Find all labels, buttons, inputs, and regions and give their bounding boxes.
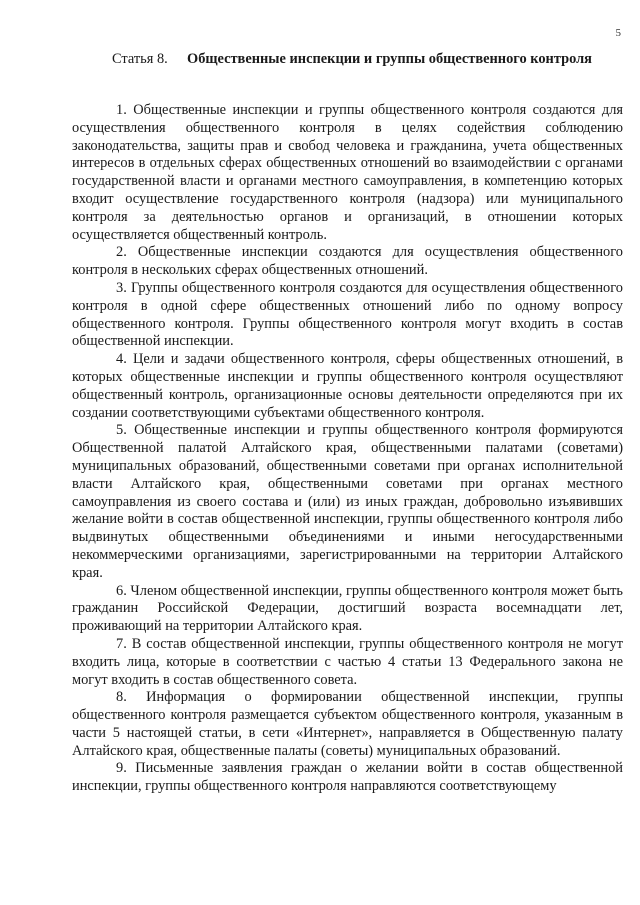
- paragraph-9: 9. Письменные заявления граждан о желании войти в состав общественной инспекции, группы общественного контроля направляются соответствующему: [72, 760, 623, 795]
- page-number: 5: [615, 27, 621, 39]
- paragraph-5: 5. Общественные инспекции и группы общественного контроля формируются Общественной палатой Алтайского края, общественными палатами (советами) муниципальных образований, общественными советами при органах исполнительной власти Алтайского края, общественными советами при органах местного самоуправления из своего состава и (или) из иных граждан, добровольно изъявивших желание войти в состав общественной инспекции, группы общественного контроля либо выдвинутых общественными объединениями и иными негосударственными некоммерческими организациями, зарегистрированными на территории Алтайского края.: [72, 422, 623, 581]
- article-body: [72, 102, 623, 796]
- paragraph-7: 7. В состав общественной инспекции, группы общественного контроля не могут входить лица, которые в соответствии с частью 4 статьи 13 Федерального закона не могут входить в состав общественного совета.: [72, 635, 623, 688]
- article-label: Статья 8.: [112, 51, 168, 67]
- paragraph-2: 2. Общественные инспекции создаются для осуществления общественного контроля в нескольких сферах общественных отношений.: [72, 244, 623, 279]
- article-header: [112, 51, 612, 68]
- paragraph-1: 1. Общественные инспекции и группы общественного контроля создаются для осуществления общественного контроля в целях содействия соблюдению законодательства, защиты прав и свобод человека и гражданина, учета общественных интересов в отдельных сферах общественных отношений во взаимодействии с органами государственной власти и органами местного самоуправления, в компетенцию которых входит осуществление государственного контроля (надзора) или муниципального контроля за деятельностью органов и организаций, в отношении которых осуществляется общественный контроль.: [72, 102, 623, 243]
- paragraph-6: 6. Членом общественной инспекции, группы общественного контроля может быть гражданин Российской Федерации, достигший возраста восемнадцати лет, проживающий на территории Алтайского края.: [72, 582, 623, 635]
- paragraph-4: 4. Цели и задачи общественного контроля, сферы общественных отношений, в которых общественные инспекции и группы общественного контроля осуществляют общественный контроль, организационные основы деятельности определяются при их создании соответствующими субъектами общественного контроля.: [72, 351, 623, 421]
- paragraph-3: 3. Группы общественного контроля создаются для осуществления общественного контроля в одной сфере общественных отношений либо по одному вопросу общественного контроля. Группы общественного контроля могут входить в состав общественной инспекции.: [72, 279, 623, 350]
- paragraph-8: 8. Информация о формировании общественной инспекции, группы общественного контроля размещается субъектом общественного контроля, указанным в части 5 настоящей статьи, в сети «Интернет», направляется в Общественную палату Алтайского края, общественные палаты (советы) муниципальных образований.: [72, 689, 623, 759]
- article-title: Общественные инспекции и группы общественного контроля: [187, 51, 592, 67]
